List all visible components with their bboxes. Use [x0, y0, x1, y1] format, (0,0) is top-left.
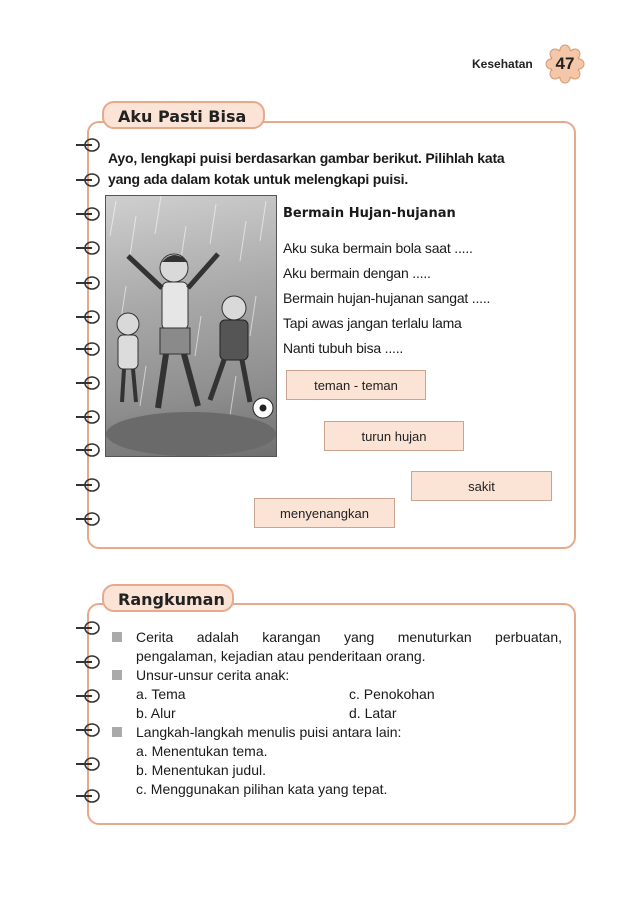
word: karangan: [262, 629, 321, 645]
option-item: d. Latar: [349, 705, 397, 721]
instruction-line: Ayo, lengkapi puisi berdasarkan gambar berikut. Pilihlah kata: [108, 150, 505, 166]
spiral-binding-ring-icon: [75, 655, 101, 669]
word-option-box: menyenangkan: [254, 498, 395, 528]
spiral-binding-ring-icon: [75, 138, 101, 152]
poem-line: Bermain hujan-hujanan sangat .....: [283, 290, 491, 306]
activity-tab: Aku Pasti Bisa: [102, 101, 265, 129]
spiral-binding-ring-icon: [75, 789, 101, 803]
step-item: b. Menentukan judul.: [136, 762, 266, 778]
summary-item: [112, 666, 562, 685]
poem-line: Aku bermain dengan .....: [283, 265, 431, 281]
spiral-binding-ring-icon: [75, 241, 101, 255]
option-row: [112, 685, 562, 704]
activity-instruction: [108, 148, 568, 190]
section-label: Kesehatan: [472, 57, 533, 71]
poem-title: Bermain Hujan-hujanan: [283, 206, 456, 221]
summary-line: pengalaman, kejadian atau penderitaan orang.: [136, 648, 426, 664]
poem-line: Aku suka bermain bola saat .....: [283, 240, 473, 256]
children-playing-in-rain-image: [106, 196, 276, 456]
page-number: 47: [555, 54, 575, 73]
spiral-binding-ring-icon: [75, 757, 101, 771]
page-number-badge: [543, 44, 587, 84]
spiral-binding-ring-icon: [75, 478, 101, 492]
rain-play-illustration: [105, 195, 277, 457]
spiral-binding-ring-icon: [75, 376, 101, 390]
summary-content: [112, 628, 562, 799]
word: menuturkan: [397, 629, 472, 645]
word: yang: [343, 629, 375, 645]
spiral-binding-ring-icon: [75, 689, 101, 703]
spiral-binding-ring-icon: [75, 310, 101, 324]
summary-line: Langkah-langkah menulis puisi antara lain:: [136, 724, 402, 740]
poem-line: Nanti tubuh bisa .....: [283, 340, 404, 356]
square-bullet-icon: [112, 727, 122, 737]
spiral-binding-ring-icon: [75, 443, 101, 457]
spiral-binding-ring-icon: [75, 276, 101, 290]
spiral-binding-ring-icon: [75, 342, 101, 356]
word-option-box: turun hujan: [324, 421, 464, 451]
square-bullet-icon: [112, 670, 122, 680]
summary-line: Unsur-unsur cerita anak:: [136, 667, 290, 683]
step-item: a. Menentukan tema.: [136, 743, 268, 759]
spiral-binding-ring-icon: [75, 207, 101, 221]
spiral-binding-ring-icon: [75, 173, 101, 187]
summary-line: [136, 628, 562, 647]
square-bullet-icon: [112, 632, 122, 642]
option-item: b. Alur: [136, 705, 176, 721]
instruction-line: yang ada dalam kotak untuk melengkapi puisi.: [108, 171, 409, 187]
spiral-binding-ring-icon: [75, 410, 101, 424]
word-option-box: teman - teman: [286, 370, 426, 400]
summary-tab: Rangkuman: [102, 584, 234, 612]
option-item: a. Tema: [136, 686, 186, 702]
option-row: [112, 704, 562, 723]
spiral-binding-ring-icon: [75, 723, 101, 737]
poem-body: [283, 236, 490, 361]
spiral-binding-ring-icon: [75, 512, 101, 526]
summary-item: [112, 628, 562, 666]
word: perbuatan,: [495, 629, 562, 645]
word: Cerita: [136, 629, 174, 645]
word-option-box: sakit: [411, 471, 552, 501]
summary-item: [112, 723, 562, 742]
spiral-binding-ring-icon: [75, 621, 101, 635]
poem-line: Tapi awas jangan terlalu lama: [283, 315, 462, 331]
option-item: c. Penokohan: [349, 686, 435, 702]
word: adalah: [196, 629, 239, 645]
step-item: c. Menggunakan pilihan kata yang tepat.: [136, 781, 388, 797]
